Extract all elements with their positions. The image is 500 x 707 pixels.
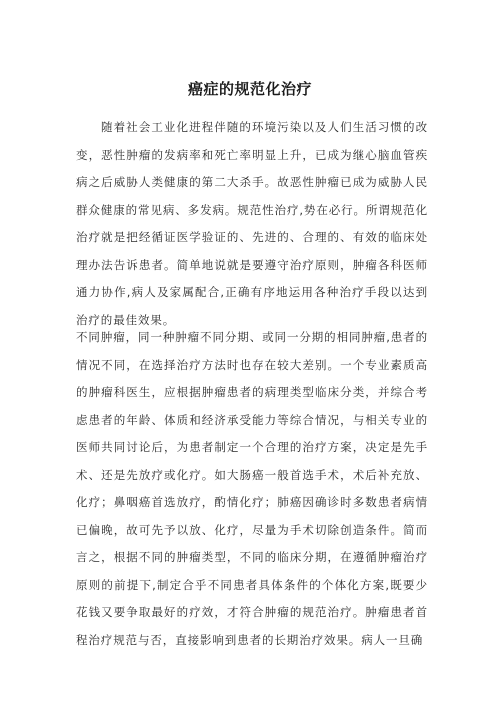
document-title: 癌症的规范化治疗 [187, 80, 312, 98]
paragraph-2: 不同肿瘤，同一种肿瘤不同分期、或同一分期的相同肿瘤,患者的情况不同，在选择治疗方法时也存在较大差别。一个专业素质高的肿瘤科医生，应根据肿瘤患者的病理类型临床分类，并综合考虑患者的年龄、体质和经济承受能力等综合情况，与相关专业的医师共同讨论后，为患者制定一个合理的治疗方案，决定是先手术、还是先放疗或化疗。如大肠癌一般首选手术，术后补充放、化疗；鼻咽癌首选放疗，酌情化疗；肺癌因确诊时多数患者病情已偏晚，故可先予以放、化疗，尽量为手术切除创造条件。简而言之，根据不同的肿瘤类型，不同的临床分期，在遵循肿瘤治疗原则的前提下,制定合乎不同患者具体条件的个体化方案,既要少花钱又要争取最好的疗效，才符合肿瘤的规范治疗。肿瘤患者首程治疗规范与否，直接影响到患者的长期治疗效果。病人一旦确 [76, 330, 428, 647]
paragraph-1: 随着社会工业化进程伴随的环境污染以及人们生活习惯的改变，恶性肿瘤的发病率和死亡率明显上升，已成为继心脑血管疾病之后威胁人类健康的第二大杀手。故恶性肿瘤已成为威胁人民群众健康的常见病、多发病。规范性治疗,势在必行。所谓规范化治疗就是把经循证医学验证的、先进的、合理的、有效的临床处理办法告诉患者。简单地说就是要遵守治疗原则，肿瘤各科医师通力协作,病人及家属配合,正确有序地运用各种治疗手段以达到治疗的最佳效果。 [76, 120, 428, 327]
